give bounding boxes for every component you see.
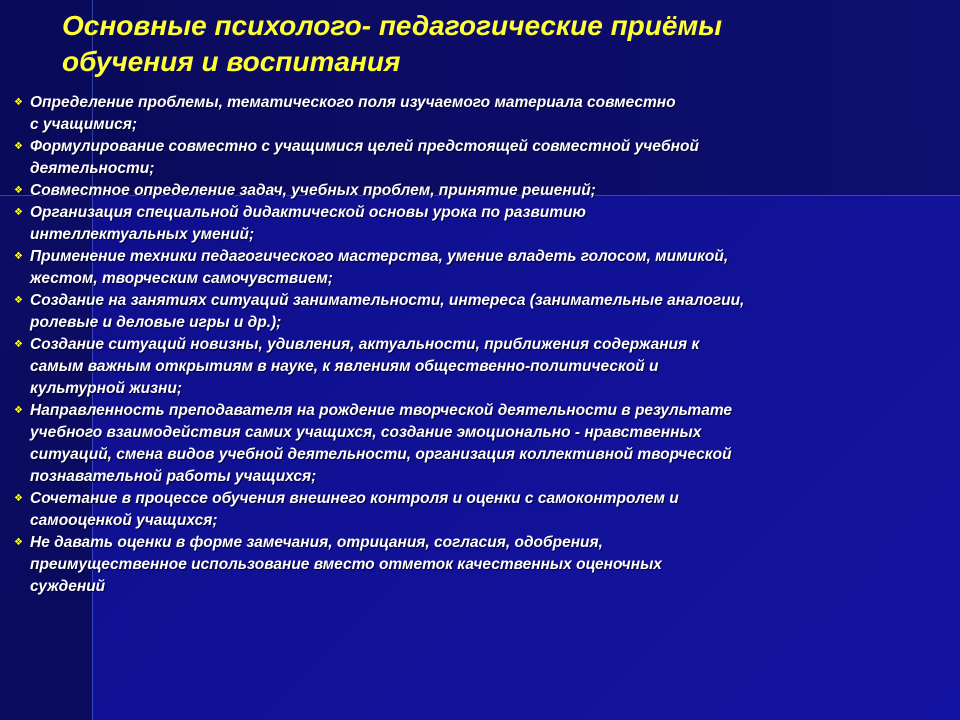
diamond-bullet-icon: ❖ — [14, 295, 23, 306]
list-item-text: Не давать оценки в форме замечания, отрицания, согласия, одобрения, преимущественное использование вместо отметок качественных оценочных суждений — [30, 534, 662, 595]
slide-title: Основные психолого- педагогические приёмы обучения и воспитания — [62, 10, 723, 77]
list-item — [14, 136, 944, 180]
list-item-text: Формулирование совместно с учащимися целей предстоящей совместной учебной деятельности; — [30, 138, 699, 177]
list-item-text: Создание ситуаций новизны, удивления, актуальности, приближения содержания к самым важным открытиям в науке, к явлениям общественно-политической и культурной жизни; — [30, 336, 700, 397]
diamond-bullet-icon: ❖ — [14, 141, 23, 152]
diamond-bullet-icon: ❖ — [14, 537, 23, 548]
bullet-list — [14, 92, 944, 598]
list-item — [14, 92, 944, 136]
list-item — [14, 334, 944, 400]
list-item — [14, 246, 944, 290]
diamond-bullet-icon: ❖ — [14, 185, 23, 196]
list-item-text: Создание на занятиях ситуаций занимательности, интереса (занимательные аналогии, ролевые и деловые игры и др.); — [30, 292, 745, 331]
diamond-bullet-icon: ❖ — [14, 405, 23, 416]
list-item — [14, 400, 944, 488]
list-item — [14, 532, 944, 598]
diamond-bullet-icon: ❖ — [14, 493, 23, 504]
list-item-text: Направленность преподавателя на рождение творческой деятельности в результате учебного взаимодействия самих учащихся, создание эмоционально - нравственных ситуаций, смена видов учебной деятельности, организация коллективной творческой познавательной работы учащихся; — [30, 402, 733, 485]
list-item-text: Совместное определение задач, учебных проблем, принятие решений; — [30, 182, 596, 199]
diamond-bullet-icon: ❖ — [14, 97, 23, 108]
list-item — [14, 180, 944, 202]
list-item — [14, 488, 944, 532]
list-item-text: Организация специальной дидактической основы урока по развитию интеллектуальных умений; — [30, 204, 586, 243]
list-item — [14, 290, 944, 334]
list-item-text: Определение проблемы, тематического поля изучаемого материала совместно с учащимися; — [30, 94, 676, 133]
list-item-text: Применение техники педагогического мастерства, умение владеть голосом, мимикой, жестом, творческим самочувствием; — [30, 248, 729, 287]
list-item-text: Сочетание в процессе обучения внешнего контроля и оценки с самоконтролем и самооценкой учащихся; — [30, 490, 679, 529]
list-item — [14, 202, 944, 246]
diamond-bullet-icon: ❖ — [14, 339, 23, 350]
diamond-bullet-icon: ❖ — [14, 207, 23, 218]
diamond-bullet-icon: ❖ — [14, 251, 23, 262]
